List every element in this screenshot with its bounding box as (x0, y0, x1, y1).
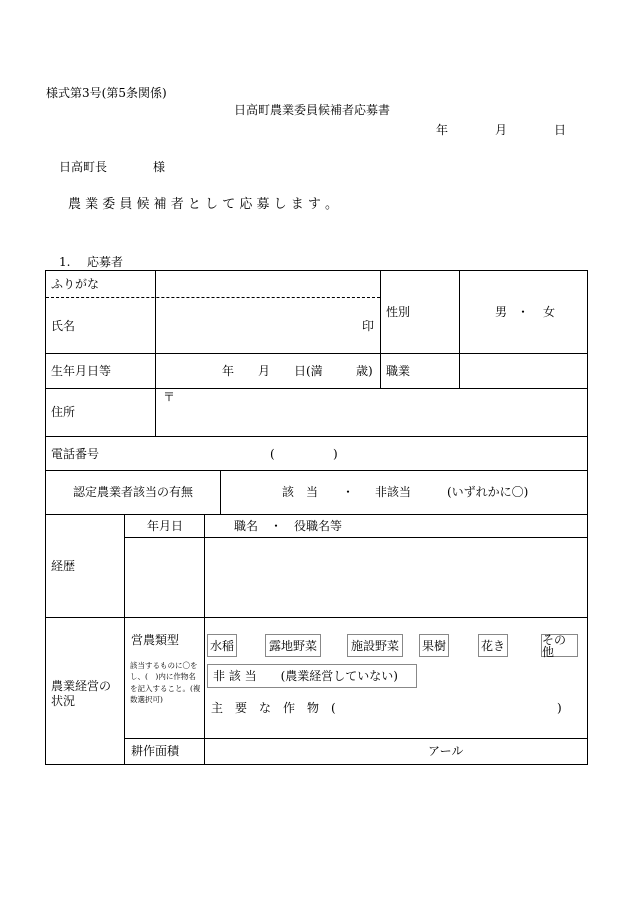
area-unit: アール (428, 744, 464, 758)
birth-label: 生年月日等 (51, 364, 112, 378)
section-number: 1. (59, 255, 71, 269)
not-applicable-option[interactable] (207, 664, 417, 688)
career-date-header: 年月日 (147, 519, 184, 533)
certified-label: 認定農業者該当の有無 (73, 485, 194, 499)
postal-mark: 〒 (163, 390, 176, 404)
birth-day: 日(満 (294, 364, 323, 378)
birth-year: 年 (222, 364, 235, 378)
seal-mark: 印 (362, 319, 375, 333)
phone-open: ( (270, 447, 275, 461)
farm-type-note: 該当するものに〇をし、( )内に作物名を記入すること。(複数選択可) (130, 661, 201, 704)
gender-label: 性別 (386, 305, 411, 319)
main-crop-label: 主 要 な 作 物 ( (211, 701, 336, 715)
name-label: 氏名 (51, 319, 76, 333)
statement: 農 業 委 員 候 補 者 と し て 応 募 し ま す 。 (68, 197, 338, 212)
farm-label-line2: 状況 (51, 694, 76, 708)
crop-open-field-vegetables[interactable]: 露地野菜 (265, 634, 321, 657)
phone-label: 電話番号 (51, 447, 100, 461)
farm-label-line1: 農業経営の (51, 679, 112, 693)
form-number: 様式第3号(第5条関係) (46, 86, 167, 100)
crop-rice[interactable]: 水稲 (207, 634, 237, 657)
crop-other[interactable]: その他 (541, 634, 578, 657)
date-day: 日 (554, 123, 567, 137)
address-label: 住所 (51, 405, 76, 419)
addressee: 日高町長 (59, 160, 108, 174)
form-title: 日高町農業委員候補者応募書 (234, 103, 391, 117)
honorific: 様 (153, 160, 166, 174)
not-applicable-label: 非 該 当 (農業経営していない) (213, 669, 398, 683)
birth-age: 歳) (356, 364, 373, 378)
occupation-label: 職業 (386, 364, 411, 378)
career-post-header: 職名 ・ 役職名等 (234, 519, 343, 533)
birth-month: 月 (258, 364, 271, 378)
phone-close: ) (333, 447, 338, 461)
date-year: 年 (436, 123, 449, 137)
certified-yes[interactable]: 該 当 (282, 485, 319, 499)
area-label: 耕作面積 (131, 744, 180, 758)
career-label: 経歴 (51, 559, 76, 573)
crop-flowers[interactable]: 花き (478, 634, 508, 657)
crop-fruit-trees[interactable]: 果樹 (419, 634, 449, 657)
section-title: 応募者 (87, 255, 124, 269)
main-crop-close: ) (557, 701, 562, 715)
gender-female[interactable]: 女 (543, 305, 556, 319)
certified-note: (いずれかに〇) (447, 485, 529, 499)
gender-male[interactable]: 男 (495, 305, 508, 319)
crop-greenhouse-vegetables[interactable]: 施設野菜 (347, 634, 403, 657)
furigana-label: ふりがな (51, 277, 100, 291)
farm-type-label: 営農類型 (131, 633, 180, 647)
certified-dot: ・ (342, 485, 355, 499)
gender-dot: ・ (517, 305, 530, 319)
date-month: 月 (495, 123, 508, 137)
certified-no[interactable]: 非該当 (375, 485, 412, 499)
